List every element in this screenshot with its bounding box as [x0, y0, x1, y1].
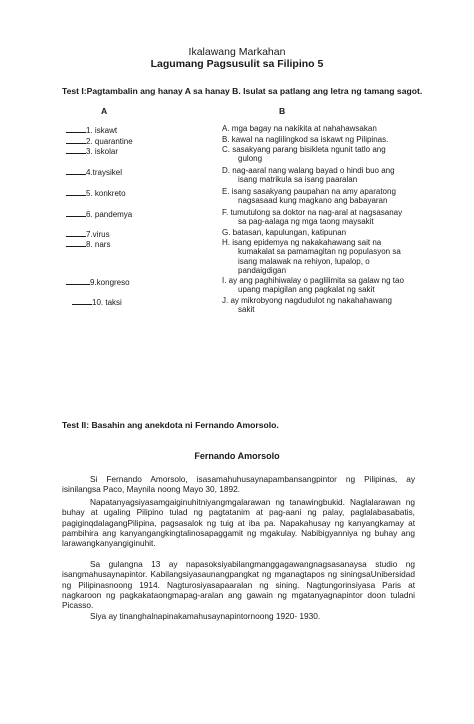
column-b-heading: B [279, 106, 286, 116]
answer-item [66, 187, 126, 199]
column-b-definition [222, 238, 422, 276]
answer-item [66, 166, 122, 178]
definition-line: I. ay ang paghihiwalay o paglilimita sa galaw ng tao [222, 276, 404, 285]
answer-blank[interactable] [66, 166, 86, 175]
definition-line: A. mga bagay na nakikita at nahahawsakan [222, 124, 377, 133]
definition-line: D. nag-aaral nang walang bayad o hindi buo ang [222, 166, 395, 175]
definition-line: H. isang epidemya ng nakakahawang sait na [222, 238, 382, 247]
answer-item [66, 208, 132, 220]
answer-blank[interactable] [66, 124, 86, 133]
page-subtitle: Lagumang Pagsusulit sa Filipino 5 [150, 58, 324, 70]
column-b-definition [222, 124, 422, 133]
column-a-term: 8. nars [86, 240, 111, 249]
answer-item [66, 145, 118, 157]
column-b-definition [222, 208, 422, 227]
definition-line: sakit [238, 305, 255, 315]
definition-line: nagsasaad kung magkano ang babayaran [238, 196, 388, 206]
column-a-term: 9.kongreso [90, 278, 130, 287]
column-a-term: 4.traysikel [86, 168, 123, 177]
column-a-term: 7.virus [86, 230, 110, 239]
definition-line: pandaigdigan [238, 266, 287, 276]
test2-instruction: Test II: Basahin ang anekdota ni Fernando Amorsolo. [62, 420, 279, 430]
definition-line: C. sasakyang parang bisikleta ngunit tatlo ang [222, 145, 386, 154]
definition-line: E. isang sasakyang paupahan na amy aparatong [222, 187, 396, 196]
answer-blank[interactable] [66, 187, 86, 196]
definition-line: kumakalat sa pamamagitan ng populasyon sa [238, 247, 401, 257]
test1-instruction: Test I:Pagtambalin ang hanay A sa hanay B. Isulat sa patlang ang letra ng tamang sagot. [62, 86, 423, 96]
column-b-definition [222, 276, 422, 295]
answer-item [66, 238, 110, 250]
column-a-term: 2. quarantine [86, 137, 133, 146]
story-paragraph: Napatanyagsiyasamgaiginuhitniyangmgalarawan ng tanawingbukid. Naglalarawan ng buhay at ugaling Pilipino tulad ng pagtatanim at pag-aani ng palay, paglalabasabatis, pagiginqdalagangPilipina, pagsasalok ng tuig at iba pa. Napakahusay ng kanyangkamay at pambihira ang kanyangangkingtalinosapaggamit ng mgakulay. Nabibigyanniya ng buhay ang larawangkanyangiginuhit. [62, 497, 415, 549]
column-b-definition [222, 296, 422, 315]
answer-blank[interactable] [66, 238, 86, 247]
column-a-heading: A [101, 106, 108, 116]
column-b-definition [222, 166, 422, 185]
answer-item [66, 276, 130, 288]
definition-line: J. ay mikrobyong nagdudulot ng nakahahawang [222, 296, 392, 305]
story-title: Fernando Amorsolo [194, 451, 280, 461]
story-paragraph: Sa gulangna 13 ay napasoksiyabilangmanggagawangnagsasanaysa studio ng isangmahusaynapintor. Kabilangsiyasaunangpangkat ng mganagtapos ng siningsaUnibersidad ng Pilipinasnoong 1914. Nagturosiyasapaaralan ng sining. Nagtungorinsiyasa Paris at nagkaroon ng pagkakataongmapag-aralan ang gawain ng mgatanyagnapintor doon tuladni Picasso. [62, 559, 415, 611]
answer-blank[interactable] [66, 145, 86, 154]
definition-line: B. kawal na naglilingkod sa iskawt ng Pilipinas. [222, 135, 389, 144]
answer-blank[interactable] [66, 228, 86, 237]
definition-line: G. batasan, kapulungan, katipunan [222, 228, 347, 237]
answer-blank[interactable] [66, 208, 86, 217]
answer-blank[interactable] [66, 276, 90, 285]
definition-line: isang matrikula sa isang paaralan [238, 175, 358, 185]
column-a-term: 6. pandemya [86, 210, 133, 219]
definition-line: F. tumutulong sa doktor na nag-aral at nagsasanay [222, 208, 403, 217]
definition-line: sa pag-aalaga ng mga taong maysakit [238, 217, 374, 227]
column-b-definition [222, 228, 422, 237]
column-a-term: 3. iskolar [86, 147, 119, 156]
definition-line: isang malawak na rehiyon, lupalop, o [238, 256, 370, 266]
definition-line: gulong [238, 154, 263, 164]
story-paragraph: Si Fernando Amorsolo, isasamahuhusaynapambansangpintor ng Pilipinas, ay isinilangsa Paco, Maynila noong Mayo 30, 1892. [62, 474, 415, 495]
answer-blank[interactable] [66, 135, 86, 144]
column-b-definition [222, 145, 422, 164]
page-title: Ikalawang Markahan [188, 46, 286, 58]
column-b-definition [222, 187, 422, 206]
column-a-term: 5. konkreto [86, 189, 126, 198]
column-a-term: 10. taksi [92, 298, 122, 307]
story-paragraph: Siya ay tinanghalnapinakamahusaynapintornoong 1920- 1930. [90, 611, 321, 621]
column-a-term: 1. iskawt [86, 126, 118, 135]
definition-line: upang mapigilan ang pagkalat ng sakit [238, 285, 375, 295]
column-b-definition [222, 135, 422, 144]
answer-blank[interactable] [72, 296, 92, 305]
answer-item [72, 296, 122, 308]
